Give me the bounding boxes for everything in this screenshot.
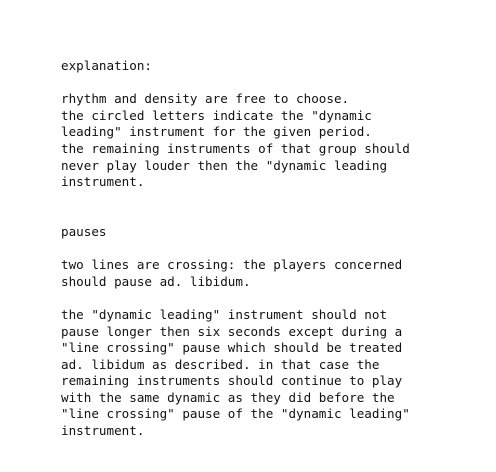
- explanation-line: rhythm and density are free to choose.: [61, 91, 350, 107]
- explanation-line: never play louder then the "dynamic leading: [61, 157, 388, 173]
- explanation-line: instrument.: [61, 174, 145, 190]
- pauses-paragraph-1: [61, 257, 481, 290]
- pauses-line: the "dynamic leading" instrument should not: [61, 306, 388, 322]
- explanation-heading: explanation:: [61, 58, 152, 73]
- pauses-paragraph-2: [61, 307, 481, 440]
- pauses-line: ad. libidum as described. in that case the: [61, 356, 380, 372]
- pauses-line: remaining instruments should continue to play: [61, 373, 403, 389]
- explanation-paragraph: [61, 91, 481, 191]
- spacer: [61, 207, 481, 224]
- pauses-heading: pauses: [61, 223, 107, 239]
- pauses-line: two lines are crossing: the players concerned: [61, 257, 403, 273]
- spacer: [61, 241, 481, 258]
- pauses-line: with the same dynamic as they did before the: [61, 389, 395, 405]
- spacer: [61, 290, 481, 307]
- spacer: [61, 191, 481, 208]
- explanation-line: the remaining instruments of that group should: [61, 140, 410, 156]
- explanation-line: the circled letters indicate the "dynamic: [61, 107, 372, 123]
- pauses-line: instrument.: [61, 423, 145, 439]
- spacer: [61, 75, 481, 92]
- pauses-line: "line crossing" pause of the "dynamic leading": [61, 406, 410, 422]
- explanation-line: leading" instrument for the given period.: [61, 124, 372, 140]
- pauses-line: "line crossing" pause which should be treated: [61, 340, 403, 356]
- pauses-line: should pause ad. libidum.: [61, 273, 251, 289]
- pauses-line: pause longer then six seconds except during a: [61, 323, 403, 339]
- document-body: [61, 58, 481, 440]
